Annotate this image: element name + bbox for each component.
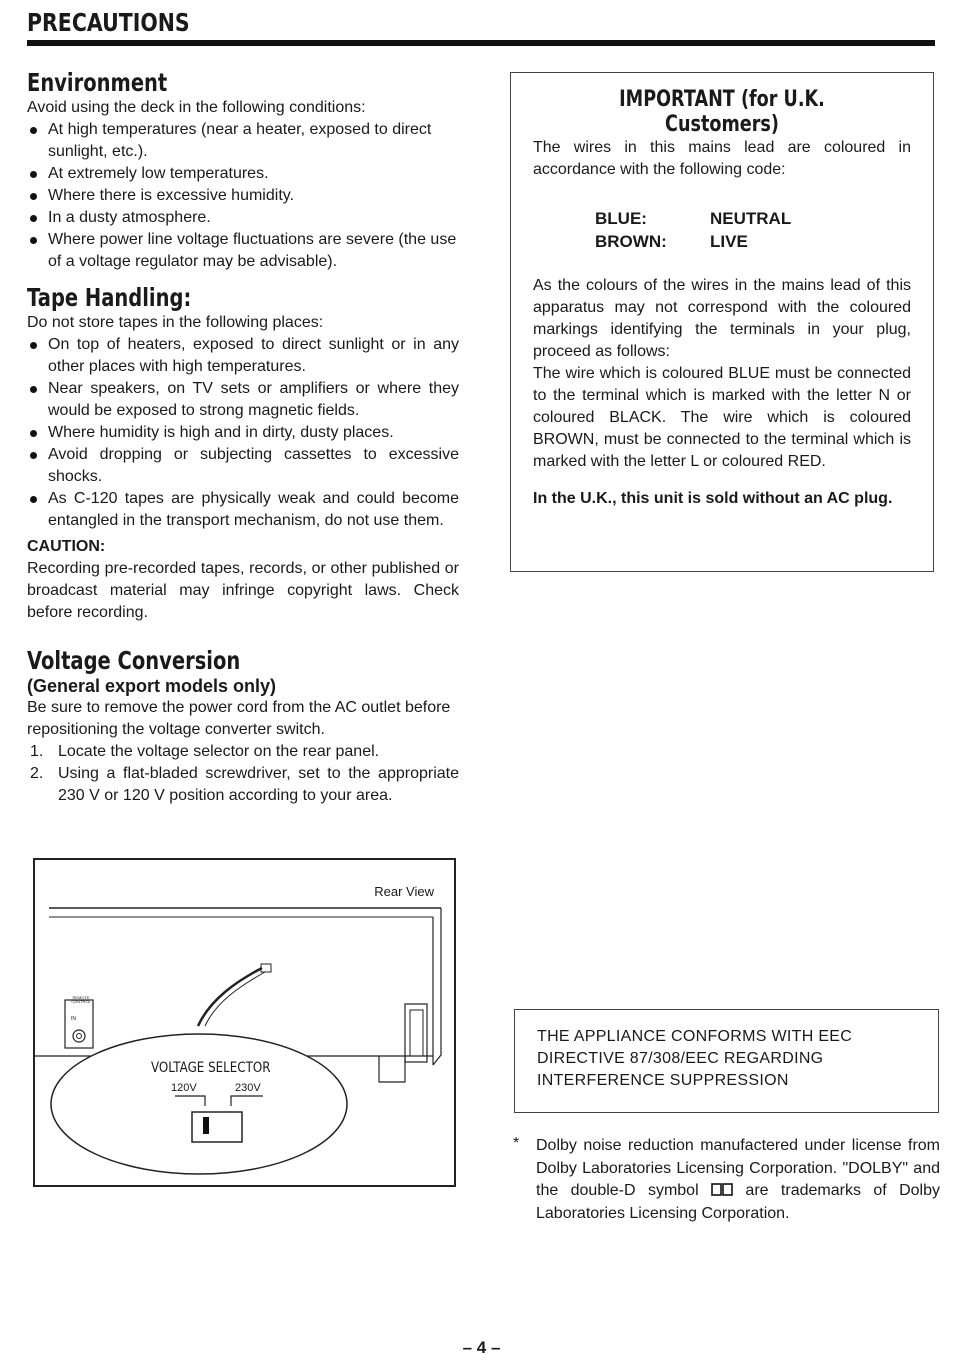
- list-item: At high temperatures (near a heater, exposed to direct sunlight, etc.).: [27, 119, 459, 163]
- voltage-section: [27, 646, 459, 807]
- rear-view-caption: Rear View: [374, 884, 434, 899]
- page-number: – 4 –: [462, 1338, 501, 1357]
- rear-panel-illustration: [35, 860, 454, 1185]
- important-uk-box: [510, 72, 934, 572]
- left-column: [27, 68, 459, 807]
- bullet-icon: [30, 386, 37, 393]
- list-item: 1. Locate the voltage selector on the rear panel.: [30, 743, 380, 760]
- footnote-marker: *: [513, 1135, 520, 1152]
- wire-code-table: [595, 207, 791, 253]
- important-title: IMPORTANT (for U.K. Customers): [619, 87, 825, 137]
- bullet-icon: [30, 193, 37, 200]
- tape-handling-heading: Tape Handling:: [27, 283, 192, 312]
- voltage-steps: [27, 741, 459, 807]
- list-item: 2. Using a flat-bladed screwdriver, set to the appropriate 230 V or 120 V position according to your area.: [30, 765, 459, 804]
- bullet-icon: [30, 496, 37, 503]
- list-item: Avoid dropping or subjecting cassettes to excessive shocks.: [27, 444, 459, 488]
- list-item: Where power line voltage fluctuations are severe (the use of a voltage regulator may be advisable).: [27, 229, 459, 273]
- list-item: At extremely low temperatures.: [27, 163, 459, 185]
- bullet-icon: [30, 215, 37, 222]
- voltage-selector-label: VOLTAGE SELECTOR: [151, 1060, 271, 1076]
- voltage-intro: Be sure to remove the power cord from the AC outlet before repositioning the voltage converter switch.: [27, 699, 451, 738]
- option-120v-label: 120V: [171, 1082, 197, 1094]
- page-title: PRECAUTIONS: [27, 8, 190, 37]
- caution-text: Recording pre-recorded tapes, records, or other published or broadcast material may infringe copyright laws. Check before recording.: [27, 560, 459, 621]
- environment-list: [27, 119, 459, 273]
- remote-jack-label: REMOTE CONTROL: [71, 995, 91, 1004]
- important-para-2: The wire which is coloured BLUE must be connected to the terminal which is marked with the letter N or coloured BLACK. The wire which is coloured BROWN, must be connected to the terminal which is marked with the letter L or coloured RED.: [533, 365, 911, 470]
- tape-handling-intro: Do not store tapes in the following places:: [27, 314, 324, 331]
- list-item: On top of heaters, exposed to direct sunlight or in any other places with high temperatures.: [27, 334, 459, 378]
- list-item: In a dusty atmosphere.: [27, 207, 459, 229]
- list-item: Where there is excessive humidity.: [27, 185, 459, 207]
- table-row: BLUE: NEUTRAL: [595, 209, 792, 228]
- dolby-text-a: Dolby noise reduction manufactered under license from Dolby Laboratories Licensing Corporation. "DOLBY" and the double-D symbol: [536, 1137, 940, 1199]
- list-item: Near speakers, on TV sets or amplifiers or where they would be exposed to strong magnetic fields.: [27, 378, 459, 422]
- dolby-footnote: [513, 1135, 940, 1225]
- eec-conformity-box: THE APPLIANCE CONFORMS WITH EEC DIRECTIVE 87/308/EEC REGARDING INTERFERENCE SUPPRESSION: [514, 1009, 939, 1113]
- table-row: BROWN: LIVE: [595, 232, 748, 251]
- title-rule: [27, 40, 935, 46]
- bullet-icon: [30, 430, 37, 437]
- environment-intro: Avoid using the deck in the following conditions:: [27, 99, 366, 116]
- bullet-icon: [30, 171, 37, 178]
- voltage-heading: Voltage Conversion: [27, 646, 241, 675]
- important-intro: The wires in this mains lead are coloured in accordance with the following code:: [533, 139, 911, 178]
- option-230v-label: 230V: [235, 1082, 261, 1094]
- bullet-icon: [30, 237, 37, 244]
- dolby-text-b: are trademarks of Dolby Laboratories Licensing Corporation.: [536, 1182, 940, 1222]
- environment-heading: Environment: [27, 68, 168, 97]
- double-d-icon: [711, 1183, 733, 1196]
- list-item: As C-120 tapes are physically weak and could become entangled in the transport mechanism, do not use them.: [27, 488, 459, 532]
- no-plug-note: In the U.K., this unit is sold without an AC plug.: [533, 490, 893, 507]
- voltage-subheading: (General export models only): [27, 676, 277, 696]
- environment-section: [27, 68, 459, 273]
- important-para-1: As the colours of the wires in the mains lead of this apparatus may not correspond with the coloured markings identifying the terminals in your plug, proceed as follows:: [533, 277, 911, 360]
- rear-view-diagram: [33, 858, 456, 1187]
- bullet-icon: [30, 452, 37, 459]
- list-item: Where humidity is high and in dirty, dusty places.: [27, 422, 459, 444]
- bullet-icon: [30, 342, 37, 349]
- bullet-icon: [30, 127, 37, 134]
- tape-handling-list: [27, 334, 459, 532]
- tape-handling-section: [27, 283, 459, 624]
- remote-jack-sub: IN: [71, 1016, 76, 1022]
- caution-label: CAUTION:: [27, 538, 106, 555]
